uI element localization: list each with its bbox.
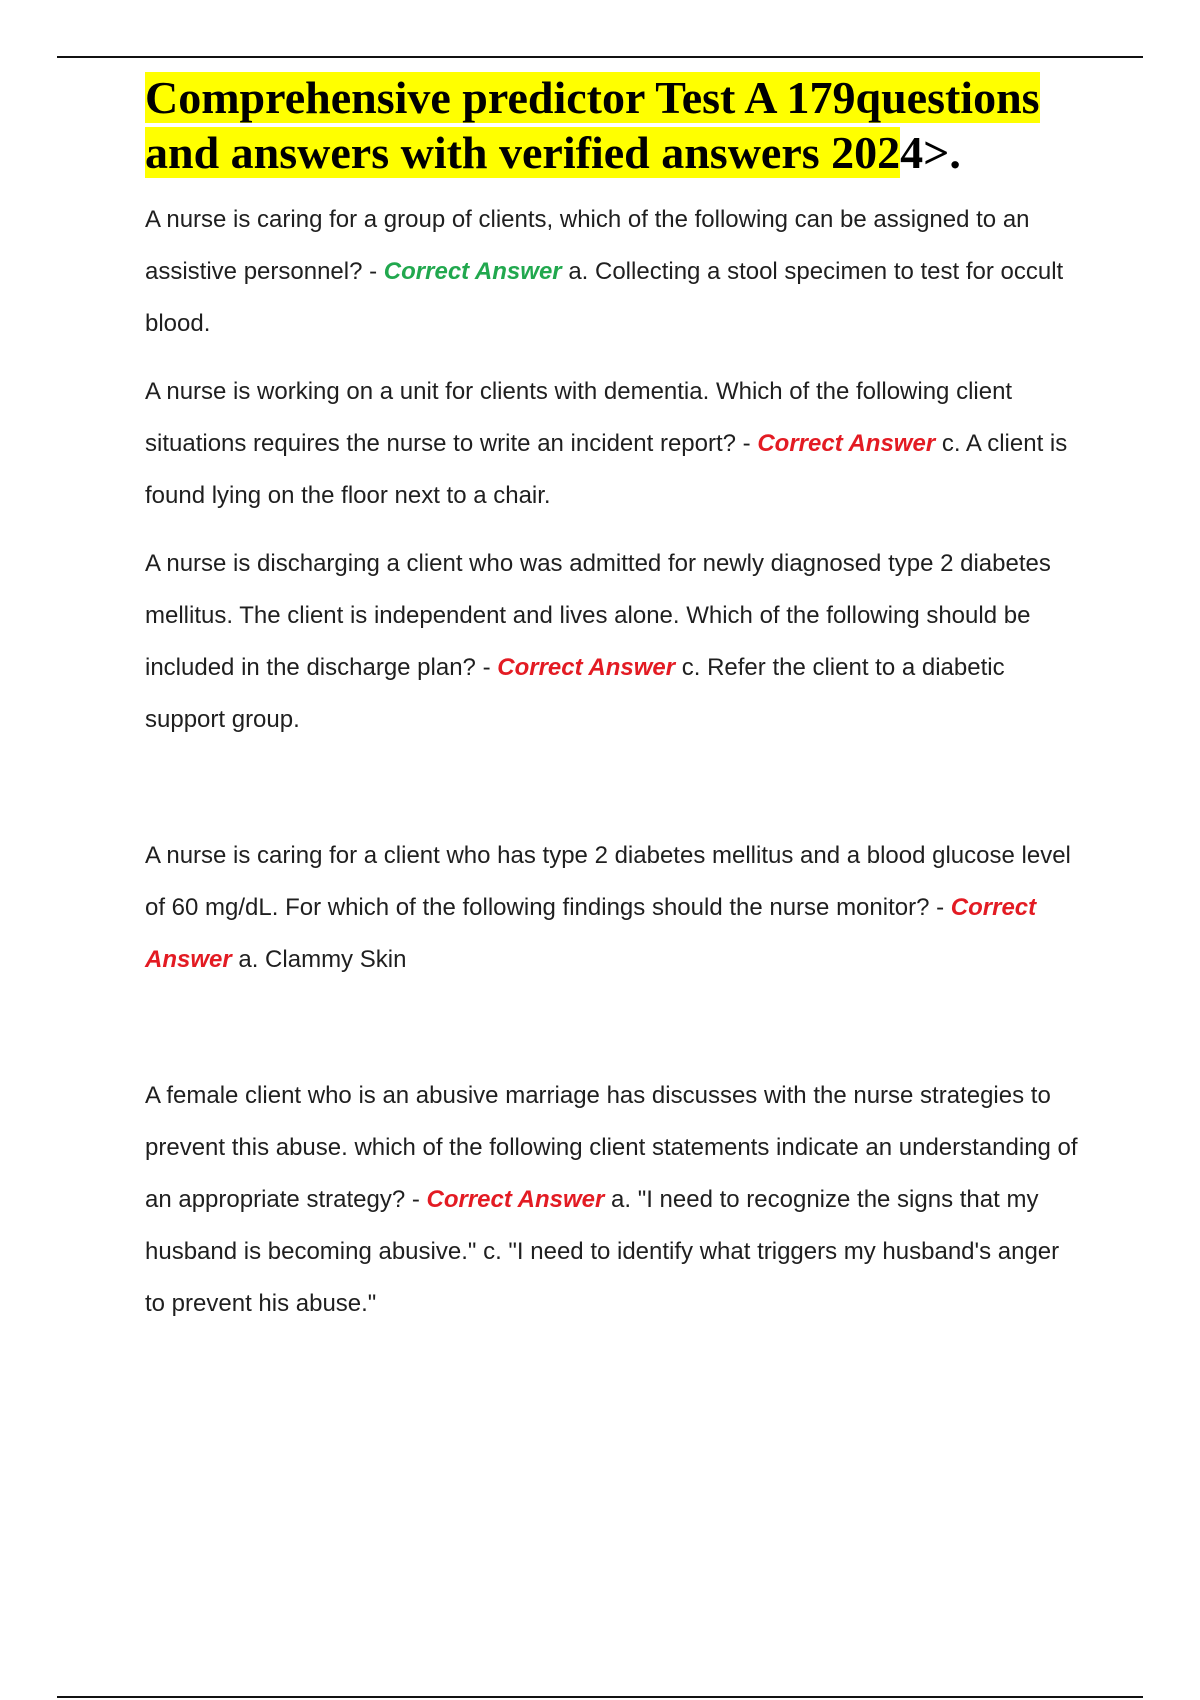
bottom-rule (57, 1696, 1143, 1698)
question-text: A female client who is an abusive marriage has discusses with the nurse strategies to prevent this abuse. which of the following client statements indicate an understanding of an appropriate strategy? - (145, 1082, 1078, 1213)
correct-answer-label: Correct Answer (757, 430, 936, 457)
answer-text: c. A client is found lying on the floor next to a chair. (145, 430, 1068, 509)
document-title (145, 70, 1085, 180)
question-text: A nurse is discharging a client who was admitted for newly diagnosed type 2 diabetes mellitus. The client is independent and lives alone. Which of the following should be included in the discharge plan? - (145, 550, 1051, 681)
question-text: A nurse is working on a unit for clients with dementia. Which of the following client situations requires the nurse to write an incident report? - (145, 378, 1013, 457)
title-highlighted-text: Comprehensive predictor Test A 179questions and answers with verified answers 202 (145, 72, 1040, 178)
qa-item (145, 194, 1085, 350)
correct-answer-label: Correct Answer (383, 258, 562, 285)
qa-item (145, 1070, 1085, 1330)
answer-text: a. Collecting a stool specimen to test for occult blood. (145, 258, 1064, 337)
qa-item (145, 830, 1085, 986)
title-rest-text: 4>. (900, 127, 961, 178)
answer-text: c. Refer the client to a diabetic support group. (145, 654, 1005, 733)
answer-text: a. "I need to recognize the signs that my husband is becoming abusive." c. "I need to identify what triggers my husband's anger to prevent his abuse." (145, 1186, 1060, 1317)
correct-answer-label: Correct Answer (426, 1186, 605, 1213)
qa-item (145, 366, 1085, 522)
document-body (145, 70, 1085, 1330)
correct-answer-label: Correct Answer (145, 894, 1037, 973)
qa-item (145, 538, 1085, 746)
question-text: A nurse is caring for a group of clients, which of the following can be assigned to an assistive personnel? - (145, 206, 1030, 285)
question-text: A nurse is caring for a client who has type 2 diabetes mellitus and a blood glucose level of 60 mg/dL. For which of the following findings should the nurse monitor? - (145, 842, 1071, 921)
correct-answer-label: Correct Answer (497, 654, 676, 681)
top-rule (57, 56, 1143, 58)
answer-text: a. Clammy Skin (238, 946, 407, 973)
